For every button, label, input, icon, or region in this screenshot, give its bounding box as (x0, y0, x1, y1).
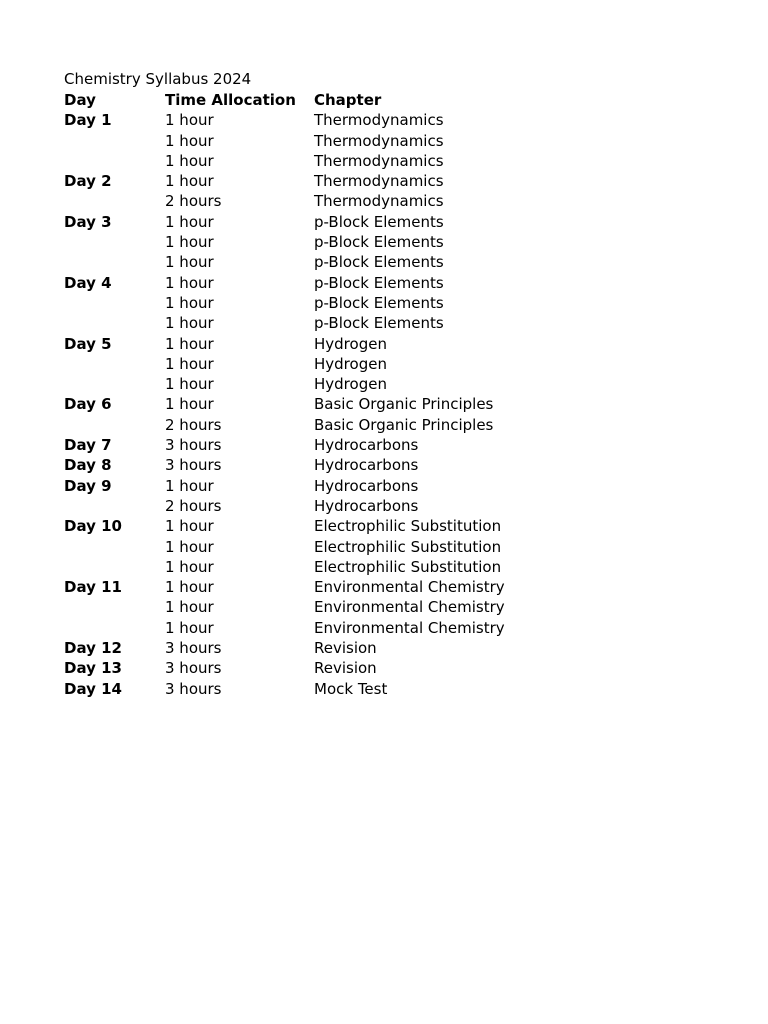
day-cell (64, 293, 165, 313)
table-row (64, 191, 574, 211)
header-chapter: Chapter (314, 91, 382, 109)
chapter-cell: Hydrogen (314, 375, 387, 394)
day-cell: Day 5 (64, 334, 112, 353)
page-title: Chemistry Syllabus 2024 (64, 70, 252, 88)
time-cell: 2 hours (165, 415, 222, 434)
table-row (64, 131, 574, 151)
time-cell: 1 hour (165, 517, 214, 536)
day-cell (64, 232, 165, 252)
time-cell: 1 hour (165, 273, 214, 292)
day-cell: Day 14 (64, 679, 122, 698)
time-cell: 3 hours (165, 639, 222, 658)
day-cell (64, 415, 165, 435)
chapter-cell: Hydrogen (314, 334, 387, 353)
day-cell (64, 151, 165, 171)
table-row (64, 334, 574, 354)
chapter-cell: Basic Organic Principles (314, 415, 494, 434)
chapter-cell: Hydrocarbons (314, 456, 419, 475)
day-cell (64, 354, 165, 374)
day-cell (64, 374, 165, 394)
chapter-cell: Electrophilic Substitution (314, 557, 502, 576)
time-cell: 1 hour (165, 233, 214, 252)
day-cell: Day 3 (64, 212, 112, 231)
table-row (64, 354, 574, 374)
header-time-allocation: Time Allocation (165, 91, 296, 109)
table-row (64, 658, 574, 678)
day-cell: Day 8 (64, 456, 112, 475)
time-cell: 1 hour (165, 578, 214, 597)
table-row (64, 212, 574, 232)
table-row (64, 273, 574, 293)
table-row (64, 618, 574, 638)
day-cell: Day 4 (64, 273, 112, 292)
table-row (64, 435, 574, 455)
chapter-cell: Revision (314, 659, 377, 678)
day-cell (64, 537, 165, 557)
time-cell: 1 hour (165, 151, 214, 170)
chapter-cell: p-Block Elements (314, 253, 444, 272)
time-cell: 3 hours (165, 679, 222, 698)
day-cell: Day 6 (64, 395, 112, 414)
time-cell: 1 hour (165, 375, 214, 394)
chapter-cell: p-Block Elements (314, 314, 444, 333)
chapter-cell: Thermodynamics (314, 172, 444, 191)
chapter-cell: Thermodynamics (314, 192, 444, 211)
time-cell: 1 hour (165, 476, 214, 495)
table-row (64, 577, 574, 597)
time-cell: 1 hour (165, 253, 214, 272)
table-row (64, 293, 574, 313)
chapter-cell: Thermodynamics (314, 111, 444, 130)
time-cell: 3 hours (165, 659, 222, 678)
chapter-cell: Electrophilic Substitution (314, 517, 502, 536)
chapter-cell: Hydrocarbons (314, 436, 419, 455)
chapter-cell: Thermodynamics (314, 151, 444, 170)
chapter-cell: Mock Test (314, 679, 388, 698)
table-row (64, 313, 574, 333)
time-cell: 1 hour (165, 618, 214, 637)
day-cell (64, 313, 165, 333)
table-row (64, 537, 574, 557)
time-cell: 1 hour (165, 314, 214, 333)
time-cell: 1 hour (165, 111, 214, 130)
day-cell (64, 597, 165, 617)
time-cell: 1 hour (165, 131, 214, 150)
time-cell: 1 hour (165, 598, 214, 617)
time-cell: 1 hour (165, 537, 214, 556)
chapter-cell: p-Block Elements (314, 293, 444, 312)
table-row (64, 415, 574, 435)
chapter-cell: Environmental Chemistry (314, 598, 505, 617)
table-row (64, 557, 574, 577)
table-body (64, 110, 574, 699)
chapter-cell: Environmental Chemistry (314, 578, 505, 597)
time-cell: 1 hour (165, 354, 214, 373)
chapter-cell: p-Block Elements (314, 273, 444, 292)
day-cell (64, 252, 165, 272)
day-cell: Day 12 (64, 639, 122, 658)
chapter-cell: Basic Organic Principles (314, 395, 494, 414)
table-row (64, 476, 574, 496)
chapter-cell: Hydrocarbons (314, 496, 419, 515)
table-row (64, 110, 574, 130)
chapter-cell: p-Block Elements (314, 233, 444, 252)
time-cell: 3 hours (165, 436, 222, 455)
day-cell: Day 13 (64, 659, 122, 678)
table-row (64, 252, 574, 272)
day-cell: Day 2 (64, 172, 112, 191)
time-cell: 1 hour (165, 172, 214, 191)
day-cell: Day 11 (64, 578, 122, 597)
table-header (64, 90, 574, 110)
table-row (64, 455, 574, 475)
day-cell (64, 191, 165, 211)
day-cell (64, 131, 165, 151)
chapter-cell: Hydrogen (314, 354, 387, 373)
time-cell: 1 hour (165, 212, 214, 231)
time-cell: 1 hour (165, 293, 214, 312)
day-cell: Day 7 (64, 436, 112, 455)
table-row (64, 597, 574, 617)
time-cell: 2 hours (165, 192, 222, 211)
time-cell: 1 hour (165, 334, 214, 353)
chapter-cell: Electrophilic Substitution (314, 537, 502, 556)
table-row (64, 496, 574, 516)
table-row (64, 374, 574, 394)
time-cell: 2 hours (165, 496, 222, 515)
table-row (64, 151, 574, 171)
chapter-cell: p-Block Elements (314, 212, 444, 231)
table-row (64, 516, 574, 536)
day-cell (64, 618, 165, 638)
day-cell: Day 10 (64, 517, 122, 536)
day-cell: Day 1 (64, 111, 112, 130)
table-row (64, 171, 574, 191)
chapter-cell: Thermodynamics (314, 131, 444, 150)
day-cell (64, 557, 165, 577)
time-cell: 3 hours (165, 456, 222, 475)
day-cell (64, 496, 165, 516)
table-row (64, 394, 574, 414)
day-cell: Day 9 (64, 476, 112, 495)
table-row (64, 232, 574, 252)
time-cell: 1 hour (165, 395, 214, 414)
table-row (64, 679, 574, 699)
time-cell: 1 hour (165, 557, 214, 576)
syllabus-sheet (64, 69, 574, 699)
table-row (64, 638, 574, 658)
chapter-cell: Revision (314, 639, 377, 658)
header-day: Day (64, 91, 96, 109)
chapter-cell: Environmental Chemistry (314, 618, 505, 637)
chapter-cell: Hydrocarbons (314, 476, 419, 495)
